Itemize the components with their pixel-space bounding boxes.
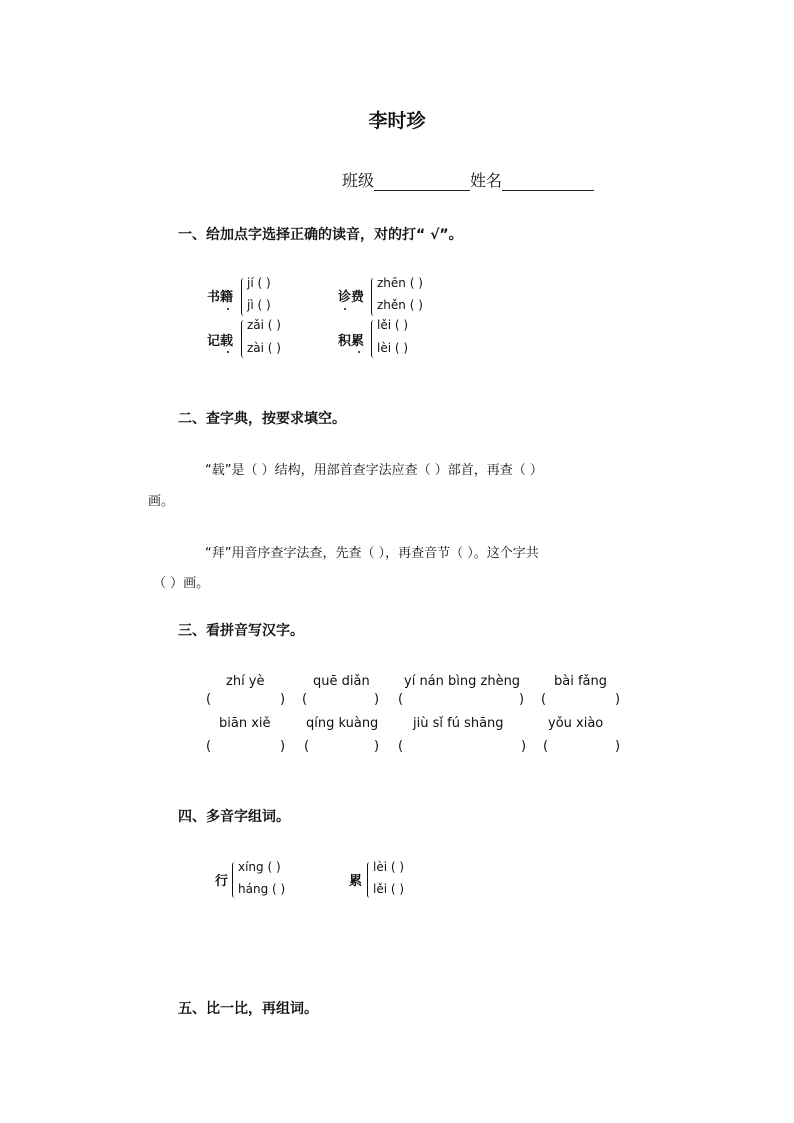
pinyin-jiusifushang: jiù sǐ fú shāng — [413, 716, 504, 731]
answer-close-paren[interactable]: ) — [374, 692, 380, 707]
answer-open-paren[interactable]: ( — [398, 739, 404, 754]
option-ji4[interactable]: jì ( ) — [247, 298, 271, 312]
emphasis-dot — [227, 308, 229, 310]
brace — [367, 862, 372, 898]
class-label: 班级 — [342, 171, 375, 190]
answer-open-paren[interactable]: ( — [541, 692, 547, 707]
answer-open-paren[interactable]: ( — [206, 739, 212, 754]
brace — [371, 320, 376, 358]
option-zhen1[interactable]: zhēn ( ) — [377, 276, 423, 290]
option-xing2[interactable]: xíng ( ) — [238, 860, 281, 874]
option-zai4[interactable]: zài ( ) — [247, 341, 281, 355]
option-lei4[interactable]: lèi ( ) — [377, 341, 409, 355]
answer-open-paren[interactable]: ( — [304, 739, 310, 754]
brace — [241, 278, 246, 316]
section-1-heading: 一、给加点字选择正确的读音，对的打“ √”。 — [178, 227, 463, 243]
section-4-heading: 四、多音字组词。 — [178, 809, 290, 825]
page-title: 李时珍 — [368, 110, 426, 132]
answer-open-paren[interactable]: ( — [206, 692, 212, 707]
option-lei3[interactable]: lěi ( ) — [377, 318, 409, 332]
question-bai-lookup: “拜”用音序查字法查，先查（ ），再查音节（ ）。这个字共 — [205, 546, 539, 561]
option-zai3[interactable]: zǎi ( ) — [247, 318, 281, 332]
option-lei4[interactable]: lèi ( ) — [373, 860, 405, 874]
pinyin-quedian: quē diǎn — [313, 674, 370, 689]
answer-open-paren[interactable]: ( — [543, 739, 549, 754]
brace — [241, 320, 246, 358]
pinyin-bianxie: biān xiě — [219, 716, 271, 731]
option-ji2[interactable]: jí ( ) — [247, 276, 271, 290]
answer-close-paren[interactable]: ) — [519, 692, 525, 707]
answer-close-paren[interactable]: ) — [521, 739, 527, 754]
word-jilei: 积累 — [338, 334, 365, 349]
question-zai-structure: “载”是（ ）结构，用部首查字法应查（ ）部首，再查（ ） — [205, 463, 543, 478]
char-lei: 累 — [349, 874, 363, 889]
class-blank[interactable] — [374, 173, 470, 191]
option-hang2[interactable]: háng ( ) — [238, 882, 286, 896]
char-xing: 行 — [215, 874, 229, 889]
word-jizai: 记载 — [207, 334, 234, 349]
pinyin-youxiao: yǒu xiào — [548, 716, 604, 731]
section-3-heading: 三、看拼音写汉字。 — [178, 623, 304, 639]
section-2-heading: 二、查字典，按要求填空。 — [178, 411, 346, 427]
brace — [232, 862, 237, 898]
pinyin-yinanbingzheng: yí nán bìng zhèng — [404, 674, 521, 689]
question-bai-lookup-cont: （ ）画。 — [153, 576, 210, 591]
class-name-line — [342, 168, 594, 191]
answer-open-paren[interactable]: ( — [398, 692, 404, 707]
pinyin-qingkuang: qíng kuàng — [306, 716, 379, 731]
question-zai-structure-cont: 画。 — [148, 494, 175, 509]
option-zhen3[interactable]: zhěn ( ) — [377, 298, 423, 312]
option-lei3[interactable]: lěi ( ) — [373, 882, 405, 896]
answer-close-paren[interactable]: ) — [280, 692, 286, 707]
emphasis-dot — [344, 308, 346, 310]
name-blank[interactable] — [502, 173, 594, 191]
answer-close-paren[interactable]: ) — [615, 739, 621, 754]
section-5-heading: 五、比一比，再组词。 — [178, 1001, 318, 1017]
answer-close-paren[interactable]: ) — [280, 739, 286, 754]
answer-close-paren[interactable]: ) — [374, 739, 380, 754]
word-shuji: 书籍 — [207, 290, 234, 305]
brace — [371, 278, 376, 316]
word-zhenfei: 诊费 — [338, 290, 365, 305]
emphasis-dot — [227, 351, 229, 353]
pinyin-baifang: bài fǎng — [554, 674, 607, 689]
pinyin-zhiye: zhí yè — [226, 674, 265, 689]
answer-open-paren[interactable]: ( — [302, 692, 308, 707]
name-label: 姓名 — [470, 171, 503, 190]
emphasis-dot — [358, 351, 360, 353]
answer-close-paren[interactable]: ) — [615, 692, 621, 707]
